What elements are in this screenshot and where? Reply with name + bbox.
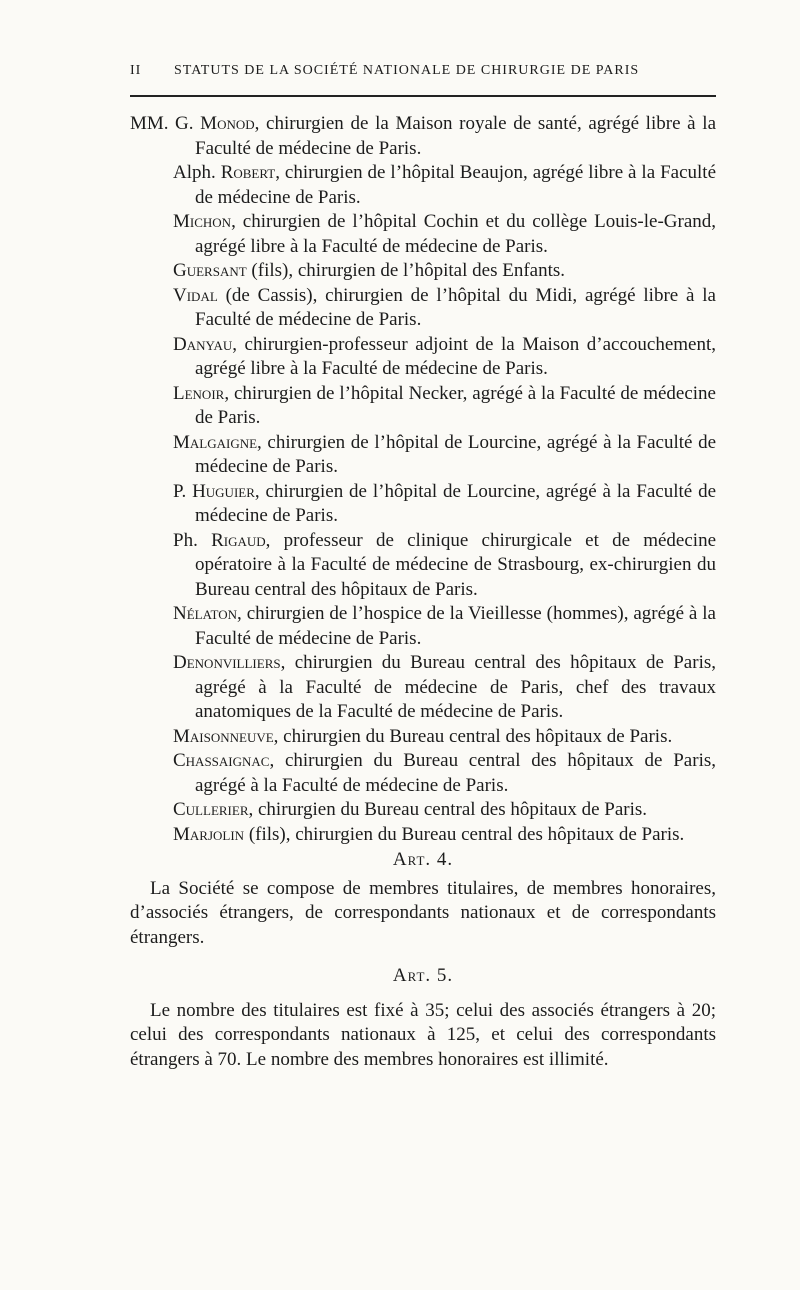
member-description: , chirurgien-professeur adjoint de la Maison d’accouchement, agrégé libre à la Faculté de médecine de Paris. <box>195 333 716 379</box>
member-name: Maisonneuve <box>173 725 274 747</box>
member-name: Rigaud <box>211 529 266 551</box>
article-4-heading: Art. 4. <box>392 849 454 870</box>
member-entry <box>173 823 716 848</box>
member-entry <box>173 749 716 798</box>
member-description: , chirurgien du Bureau central des hôpitaux de Paris. <box>248 799 648 820</box>
member-entry <box>173 725 716 750</box>
member-description: , chirurgien du Bureau central des hôpitaux de Paris, agrégé à la Faculté de médecine de Paris. <box>195 750 716 796</box>
member-description: (fils), chirurgien de l’hôpital des Enfants. <box>246 260 566 281</box>
header-rule <box>130 95 716 97</box>
member-name: Malgaigne <box>173 431 258 453</box>
member-description: (de Cassis), chirurgien de l’hôpital du Midi, agrégé libre à la Faculté de médecine de Paris. <box>195 284 716 330</box>
running-title: STATUTS DE LA SOCIÉTÉ NATIONALE DE CHIRURGIE DE PARIS <box>174 63 640 78</box>
member-description: , chirurgien du Bureau central des hôpitaux de Paris. <box>273 725 673 747</box>
member-entry <box>173 651 716 725</box>
page-number: II <box>130 63 142 78</box>
member-description: , chirurgien de l’hôpital Necker, agrégé à la Faculté de médecine de Paris. <box>195 382 716 428</box>
member-description: , chirurgien de l’hôpital Cochin et du collège Louis-le-Grand, agrégé libre à la Faculté de médecine de Paris. <box>195 211 716 257</box>
member-entry <box>173 161 716 210</box>
member-name: Chassaignac <box>173 750 270 771</box>
article-4-text: La Société se compose de membres titulaires, de membres honoraires, d’associés étrangers, de correspondants nationaux et de correspondants étrangers. <box>130 877 716 948</box>
member-entry <box>173 602 716 651</box>
member-name: Monod <box>200 113 255 134</box>
article-5-heading: Art. 5. <box>392 965 454 986</box>
member-description: , professeur de clinique chirurgicale et de médecine opératoire à la Faculté de médecine de Strasbourg, ex-chirurgien du Bureau central des hôpitaux de Paris. <box>195 529 717 600</box>
member-entry <box>173 798 716 823</box>
running-header <box>130 60 716 84</box>
member-entry <box>173 210 716 259</box>
member-name: Cullerier <box>173 799 249 820</box>
member-entry <box>173 529 716 603</box>
member-initial: G. <box>175 113 194 134</box>
member-name: Vidal <box>173 284 218 306</box>
member-name: Michon <box>173 211 232 232</box>
member-entry <box>173 480 716 529</box>
member-entry <box>173 382 716 431</box>
member-initial: Ph. <box>173 529 198 551</box>
member-name: Nélaton <box>173 603 238 624</box>
member-initial: P. <box>173 480 187 502</box>
members-prefix: MM. <box>130 113 169 134</box>
member-name: Denonvilliers <box>173 652 281 673</box>
member-description: (fils), chirurgien du Bureau central des hôpitaux de Paris. <box>244 823 685 845</box>
members-list <box>130 112 716 847</box>
member-entry <box>173 259 716 284</box>
member-initial: Alph. <box>173 162 216 183</box>
member-description: , chirurgien du Bureau central des hôpitaux de Paris, agrégé à la Faculté de médecine de Paris, chef des travaux anatomiques de la Faculté de médecine de Paris. <box>195 652 716 722</box>
member-entry <box>173 431 716 480</box>
member-description: , chirurgien de la Maison royale de santé, agrégé libre à la Faculté de médecine de Paris. <box>195 113 717 159</box>
member-description: , chirurgien de l’hôpital de Lourcine, agrégé à la Faculté de médecine de Paris. <box>195 431 716 477</box>
member-name: Robert <box>220 162 276 183</box>
member-entry <box>173 333 716 382</box>
member-name: Danyau <box>173 333 233 355</box>
member-description: , chirurgien de l’hospice de la Vieillesse (hommes), agrégé à la Faculté de médecine de Paris. <box>195 603 716 649</box>
member-entry <box>173 284 716 333</box>
document-body <box>130 112 716 1072</box>
member-description: , chirurgien de l’hôpital Beaujon, agrégé libre à la Faculté de médecine de Paris. <box>195 162 717 208</box>
article-5-text: Le nombre des titulaires est fixé à 35; celui des associés étrangers à 20; celui des correspondants nationaux à 125, et celui des correspondants étrangers à 70. Le nombre des membres honoraires est illimité. <box>130 999 716 1070</box>
member-name: Marjolin <box>173 823 245 845</box>
member-description: , chirurgien de l’hôpital de Lourcine, agrégé à la Faculté de médecine de Paris. <box>195 480 716 526</box>
member-name: Huguier <box>192 480 255 502</box>
member-name: Guersant <box>173 260 247 281</box>
member-entry <box>130 112 716 161</box>
member-name: Lenoir <box>173 382 225 404</box>
